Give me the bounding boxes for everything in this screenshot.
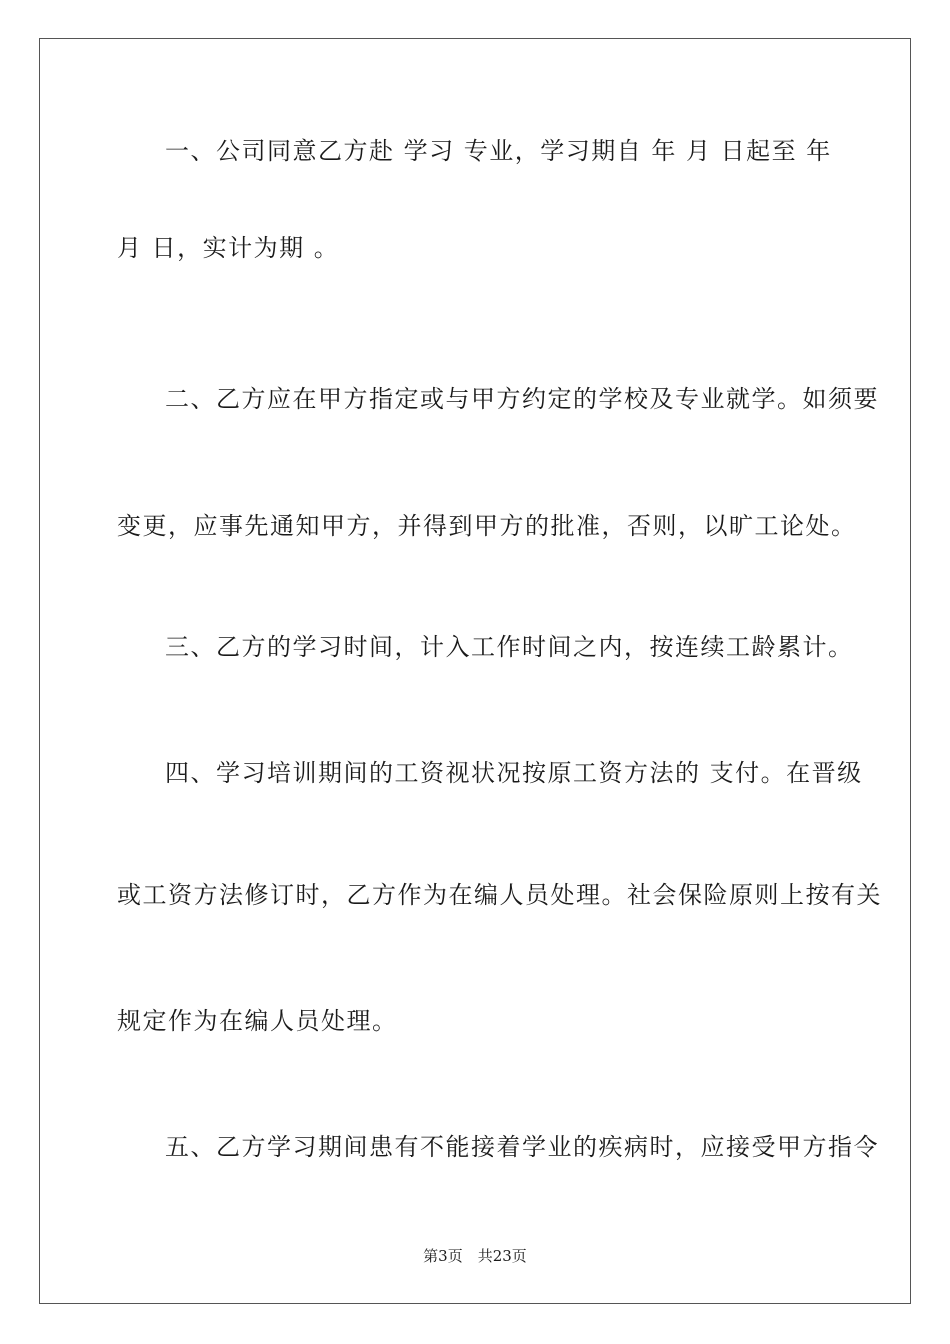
clause-5-line-1: 五、乙方学习期间患有不能接着学业的疾病时，应接受甲方指令 — [165, 1133, 879, 1161]
clause-4-line-1: 四、学习培训期间的工资视状况按原工资方法的 支付。在晋级 — [165, 759, 863, 787]
clause-2-line-2: 变更，应事先通知甲方，并得到甲方的批准，否则，以旷工论处。 — [117, 512, 857, 540]
clause-3-line-1: 三、乙方的学习时间，计入工作时间之内，按连续工龄累计。 — [165, 633, 854, 661]
clause-4-line-3: 规定作为在编人员处理。 — [117, 1007, 398, 1035]
page-border — [39, 38, 911, 1304]
clause-2-line-1: 二、乙方应在甲方指定或与甲方约定的学校及专业就学。如须要 — [165, 385, 879, 413]
page-number-footer: 第3页 共23页 — [423, 1247, 527, 1265]
clause-1-line-1: 一、公司同意乙方赴 学习 专业，学习期自 年 月 日起至 年 — [165, 137, 832, 165]
clause-4-line-2: 或工资方法修订时，乙方作为在编人员处理。社会保险原则上按有关 — [117, 881, 882, 909]
clause-1-line-2: 月 日，实计为期 。 — [117, 234, 340, 262]
